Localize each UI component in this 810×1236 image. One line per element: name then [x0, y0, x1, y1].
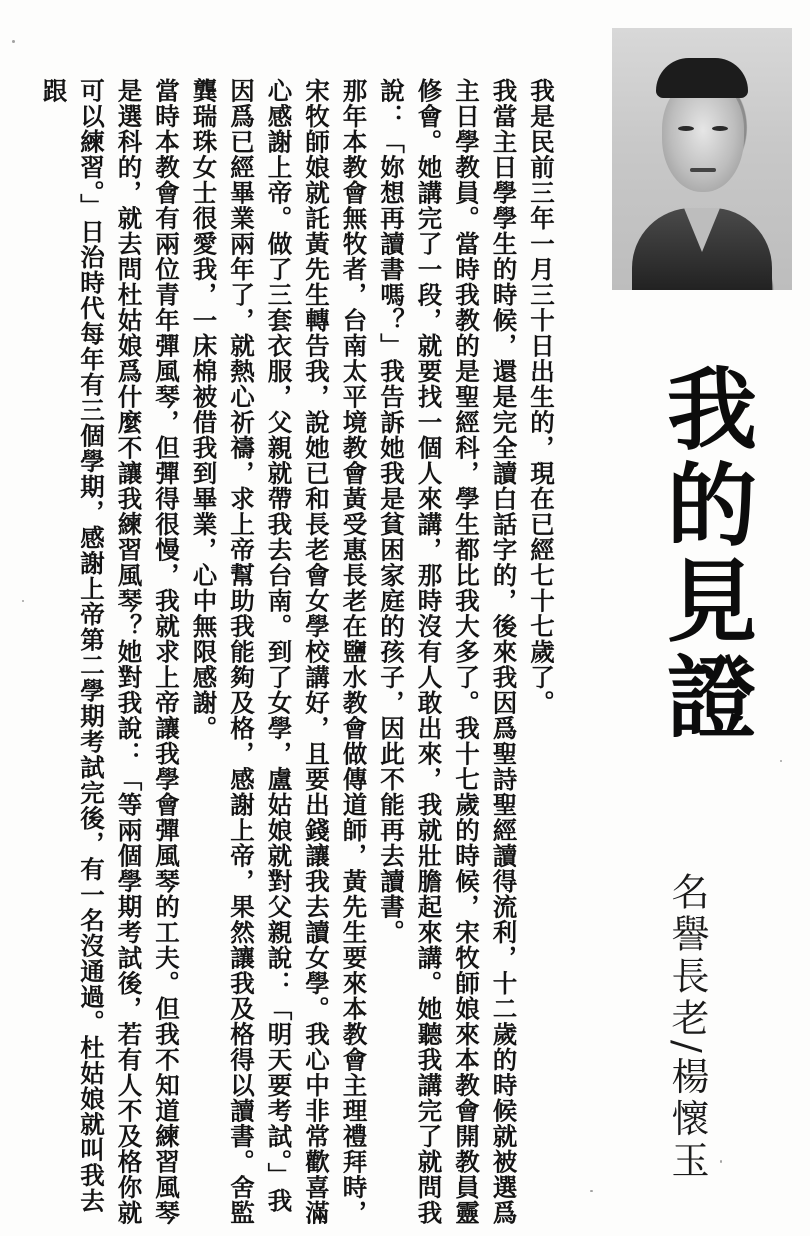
article-byline: 名譽長老/楊懷玉 — [665, 872, 709, 1183]
article-title: 我的見證 — [651, 362, 756, 746]
portrait-clothing — [632, 208, 772, 290]
portrait-hair — [656, 58, 748, 98]
scan-speck — [22, 600, 24, 602]
scan-speck — [780, 760, 782, 762]
paragraph-1: 我是民前三年一月三十日出生的，現在已經七十七歲了。 — [527, 78, 556, 716]
portrait-right-eye — [712, 126, 728, 131]
scan-speck — [720, 1160, 722, 1163]
author-portrait-photo — [612, 28, 792, 290]
paragraph-2: 我當主日學學生的時候，還是完全讀白話字的，後來我因爲聖詩聖經讀得流利，十二歲的時候就被選爲主日學教員。當時我教的是聖經科，學生都比我大多了。我十七歲的時候，宋牧師娘來本教會開教員靈修會。她講完了一段，就要找一個人來講，那時沒有人敢出來，我就壯膽起來講。她聽我講完了就問我說：「妳想再讀書嗎？」我告訴她我是貧困家庭的孩子，因此不能再去讀書。 — [377, 78, 519, 1226]
article-body — [28, 78, 560, 1233]
portrait-left-eye — [678, 126, 694, 131]
scan-speck — [590, 1190, 593, 1192]
portrait-mouth — [690, 168, 716, 172]
paragraph-4: 當時本教會有兩位青年彈風琴，但彈得很慢，我就求上帝讓我學會彈風琴的工夫。但我不知道練習風琴是選科的，就去問杜姑娘爲什麼不讓我練習風琴？她對我說：「等兩個學期考試後，若有人不及格你就可以練習。」日治時代每年有三個學期，感謝上帝第二學期考試完後，有一名沒通過。杜姑娘就叫我去跟 — [39, 78, 181, 1226]
scan-speck — [12, 40, 15, 43]
paragraph-3: 那年本教會無牧者，台南太平境教會黃受惠長老在鹽水教會做傳道師，黃先生要來本教會主理禮拜時，宋牧師娘就託黃先生轉告我，說她已和長老會女學校講好，且要出錢讓我去讀女學。我心中非常歡喜滿心感謝上帝。做了三套衣服，父親就帶我去台南。到了女學，盧姑娘就對父親說：「明天要考試。」我因爲已經畢業兩年了，就熱心祈禱，求上帝幫助我能夠及格，感謝上帝，果然讓我及格得以讀書。舍監龔瑞珠女士很愛我，一床棉被借我到畢業，心中無限感謝。 — [189, 78, 369, 1226]
